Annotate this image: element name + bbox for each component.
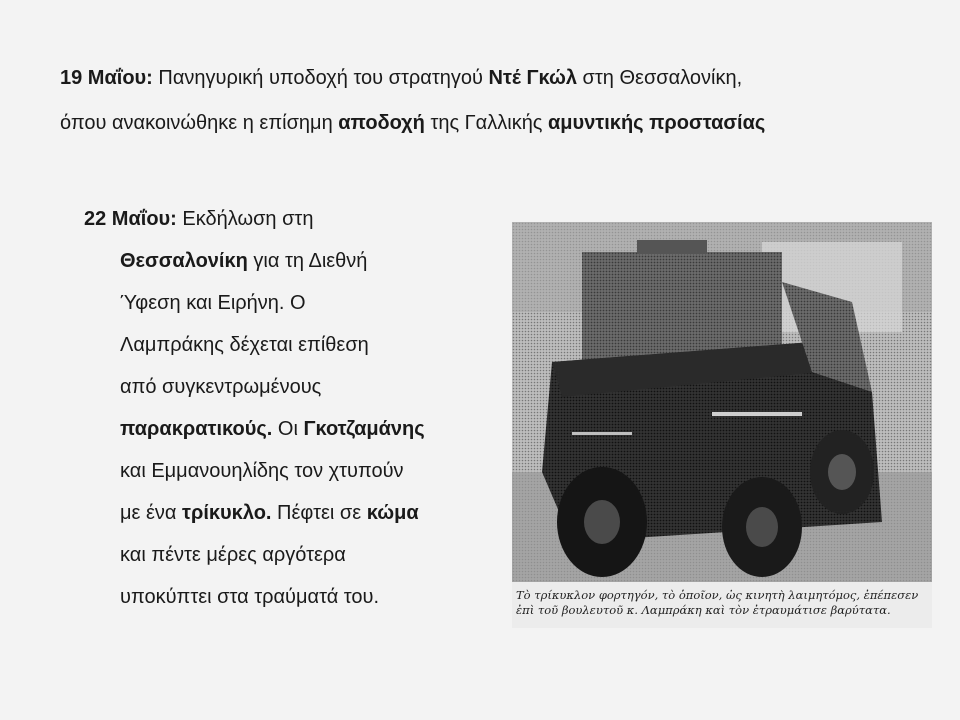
event-text: για τη Διεθνή xyxy=(247,250,368,272)
event-line-2 xyxy=(120,250,504,272)
caption-area xyxy=(512,582,932,628)
highlight-thessaloniki: Θεσσαλονίκη xyxy=(120,250,248,272)
event-paragraph xyxy=(84,208,504,608)
tricycle-truck-image xyxy=(512,222,932,628)
newspaper-photo xyxy=(512,222,932,628)
intro-paragraph xyxy=(60,68,940,133)
highlight-de-gaulle: Ντέ Γκώλ xyxy=(488,67,577,89)
intro-text: όπου ανακοινώθηκε η επίσημη xyxy=(60,112,339,134)
highlight-tricycle: τρίκυκλο. xyxy=(182,502,272,524)
event-text: Οι xyxy=(272,418,304,440)
event-line-5: από συγκεντρωμένους xyxy=(120,376,322,398)
event-line-8 xyxy=(120,502,504,524)
highlight-gotzamanis: Γκοτζαμάνης xyxy=(303,418,425,440)
date-label-19-may: 19 Μαΐου: xyxy=(60,67,153,89)
event-line-4: Λαμπράκης δέχεται επίθεση xyxy=(120,334,369,356)
date-label-22-may: 22 Μαΐου: xyxy=(84,208,177,230)
intro-text: στη Θεσσαλονίκη, xyxy=(576,67,743,89)
event-text: Εκδήλωση στη xyxy=(176,208,314,230)
intro-line-2 xyxy=(60,113,940,133)
photo-caption: Τὸ τρίκυκλον φορτηγόν, τὸ ὁποῖον, ὡς κινητὴ λαιμητόμος, ἐπέπεσεν ἐπὶ τοῦ βουλευτοῦ κ. Λαμπράκη καὶ τὸν ἐτραυμάτισε βαρύτατα. xyxy=(516,588,919,617)
intro-text: της Γαλλικής xyxy=(424,112,549,134)
intro-line-1 xyxy=(60,68,940,88)
event-line-1 xyxy=(84,208,504,230)
highlight-acceptance: αποδοχή xyxy=(338,112,425,134)
event-text: με ένα xyxy=(120,502,183,524)
event-line-6 xyxy=(120,418,504,440)
intro-text: Πανηγυρική υποδοχή του στρατηγού xyxy=(152,67,489,89)
event-line-10: υποκύπτει στα τραύματά του. xyxy=(120,586,380,608)
event-text: Πέφτει σε xyxy=(271,502,367,524)
highlight-defense-protection: αμυντικής προστασίας xyxy=(548,112,766,134)
highlight-paramilitaries: παρακρατικούς. xyxy=(120,418,273,440)
event-line-9: και πέντε μέρες αργότερα xyxy=(120,544,346,566)
event-line-7: και Εμμανουηλίδης τον χτυπούν xyxy=(120,460,404,482)
event-line-3: Ύφεση και Ειρήνη. Ο xyxy=(120,292,306,314)
highlight-coma: κώμα xyxy=(366,502,419,524)
